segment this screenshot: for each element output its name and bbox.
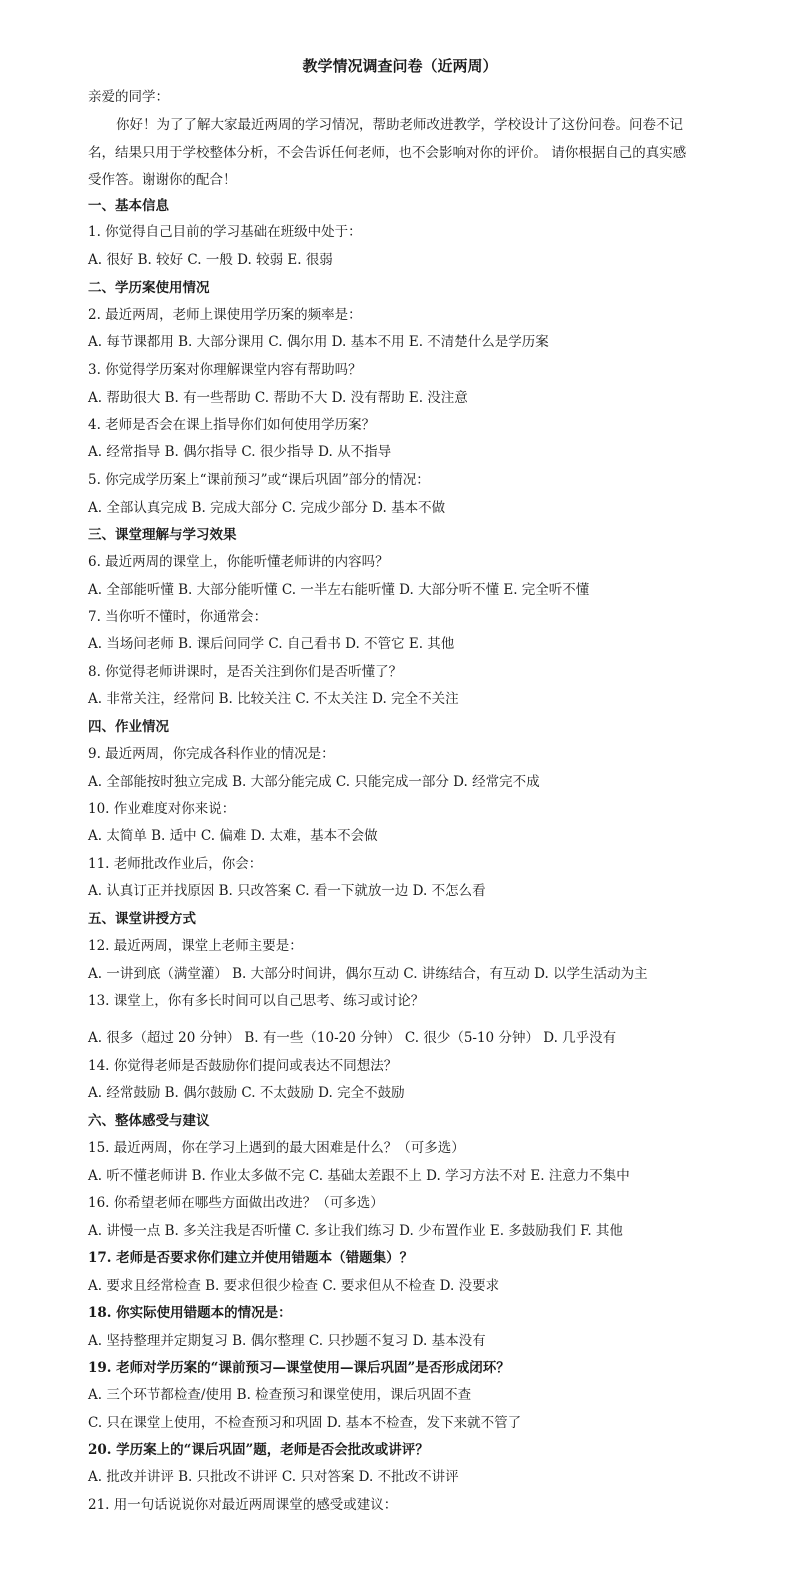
question-text: 19. 老师对学历案的“课前预习—课堂使用—课后巩固”是否形成闭环？ xyxy=(88,1360,510,1376)
section-heading: 一、基本信息 xyxy=(88,198,169,214)
section-heading: 五、课堂讲授方式 xyxy=(88,911,196,927)
answer-options: A. 要求且经常检查 B. 要求但很少检查 C. 要求但从不检查 D. 没要求 xyxy=(88,1278,500,1294)
question-text: 5. 你完成学历案上“课前预习”或“课后巩固”部分的情况： xyxy=(88,472,430,488)
question-text: 10. 作业难度对你来说： xyxy=(88,801,236,817)
answer-options: A. 讲慢一点 B. 多关注我是否听懂 C. 多让我们练习 D. 少布置作业 E. 多鼓励我们 F. 其他 xyxy=(88,1223,623,1239)
intro-line-1: 你好！为了了解大家最近两周的学习情况，帮助老师改进教学，学校设计了这份问卷。问卷不记 xyxy=(116,117,683,133)
section-heading: 二、学历案使用情况 xyxy=(88,280,210,296)
intro-line-2: 名，结果只用于学校整体分析，不会告诉任何老师，也不会影响对你的评价。 请你根据自己的真实感 xyxy=(88,145,687,161)
answer-options: A. 很好 B. 较好 C. 一般 D. 较弱 E. 很弱 xyxy=(88,252,333,268)
intro-line-3: 受作答。谢谢你的配合！ xyxy=(88,172,237,188)
answer-options: A. 全部认真完成 B. 完成大部分 C. 完成少部分 D. 基本不做 xyxy=(88,500,446,516)
question-text: 4. 老师是否会在课上指导你们如何使用学历案？ xyxy=(88,417,376,433)
answer-options: A. 全部能听懂 B. 大部分能听懂 C. 一半左右能听懂 D. 大部分听不懂 E. 完全听不懂 xyxy=(88,582,590,598)
section-heading: 三、课堂理解与学习效果 xyxy=(88,527,237,543)
answer-options: A. 每节课都用 B. 大部分课用 C. 偶尔用 D. 基本不用 E. 不清楚什么是学历案 xyxy=(88,334,549,350)
answer-options: A. 听不懂老师讲 B. 作业太多做不完 C. 基础太差跟不上 D. 学习方法不对 E. 注意力不集中 xyxy=(88,1168,630,1184)
question-text: 18. 你实际使用错题本的情况是： xyxy=(88,1305,292,1321)
answer-options: A. 经常指导 B. 偶尔指导 C. 很少指导 D. 从不指导 xyxy=(88,444,392,460)
question-text: 6. 最近两周的课堂上，你能听懂老师讲的内容吗？ xyxy=(88,554,389,570)
section-heading: 六、整体感受与建议 xyxy=(88,1113,210,1129)
answer-options: C. 只在课堂上使用，不检查预习和巩固 D. 基本不检查，发下来就不管了 xyxy=(88,1415,522,1431)
answer-options: A. 坚持整理并定期复习 B. 偶尔整理 C. 只抄题不复习 D. 基本没有 xyxy=(88,1333,486,1349)
answer-options: A. 太简单 B. 适中 C. 偏难 D. 太难，基本不会做 xyxy=(88,828,378,844)
answer-options: A. 非常关注，经常问 B. 比较关注 C. 不太关注 D. 完全不关注 xyxy=(88,691,459,707)
page-title: 教学情况调查问卷（近两周） xyxy=(302,57,498,75)
question-text: 13. 课堂上，你有多长时间可以自己思考、练习或讨论？ xyxy=(88,993,425,1009)
question-text: 7. 当你听不懂时，你通常会： xyxy=(88,609,268,625)
question-text: 11. 老师批改作业后，你会： xyxy=(88,856,263,872)
answer-options: A. 当场问老师 B. 课后问同学 C. 自己看书 D. 不管它 E. 其他 xyxy=(88,636,455,652)
answer-options: A. 三个环节都检查/使用 B. 检查预习和课堂使用，课后巩固不查 xyxy=(88,1387,472,1403)
question-text: 8. 你觉得老师讲课时，是否关注到你们是否听懂了？ xyxy=(88,664,403,680)
answer-options: A. 认真订正并找原因 B. 只改答案 C. 看一下就放一边 D. 不怎么看 xyxy=(88,883,486,899)
question-text: 17. 老师是否要求你们建立并使用错题本（错题集）？ xyxy=(88,1250,414,1266)
section-heading: 四、作业情况 xyxy=(88,719,169,735)
answer-options: A. 帮助很大 B. 有一些帮助 C. 帮助不大 D. 没有帮助 E. 没注意 xyxy=(88,390,468,406)
question-text: 20. 学历案上的“课后巩固”题，老师是否会批改或讲评？ xyxy=(88,1442,429,1458)
answer-options: A. 批改并讲评 B. 只批改不讲评 C. 只对答案 D. 不批改不讲评 xyxy=(88,1469,459,1485)
question-text: 16. 你希望老师在哪些方面做出改进？（可多选） xyxy=(88,1195,384,1211)
question-text: 14. 你觉得老师是否鼓励你们提问或表达不同想法？ xyxy=(88,1058,398,1074)
greeting: 亲爱的同学： xyxy=(88,89,169,105)
question-text: 1. 你觉得自己目前的学习基础在班级中处于： xyxy=(88,224,362,240)
question-text: 2. 最近两周，老师上课使用学历案的频率是： xyxy=(88,307,362,323)
question-text: 15. 最近两周，你在学习上遇到的最大困难是什么？（可多选） xyxy=(88,1140,465,1156)
answer-options: A. 全部能按时独立完成 B. 大部分能完成 C. 只能完成一部分 D. 经常完不成 xyxy=(88,774,540,790)
answer-options: A. 很多（超过 20 分钟） B. 有一些（10-20 分钟） C. 很少（5-10 分钟） D. 几乎没有 xyxy=(88,1030,617,1046)
question-text: 9. 最近两周，你完成各科作业的情况是： xyxy=(88,746,335,762)
answer-options: A. 经常鼓励 B. 偶尔鼓励 C. 不太鼓励 D. 完全不鼓励 xyxy=(88,1085,405,1101)
question-text: 21. 用一句话说说你对最近两周课堂的感受或建议： xyxy=(88,1497,398,1513)
question-text: 3. 你觉得学历案对你理解课堂内容有帮助吗？ xyxy=(88,362,362,378)
question-text: 12. 最近两周，课堂上老师主要是： xyxy=(88,938,303,954)
answer-options: A. 一讲到底（满堂灌） B. 大部分时间讲，偶尔互动 C. 讲练结合，有互动 D. 以学生活动为主 xyxy=(88,966,648,982)
